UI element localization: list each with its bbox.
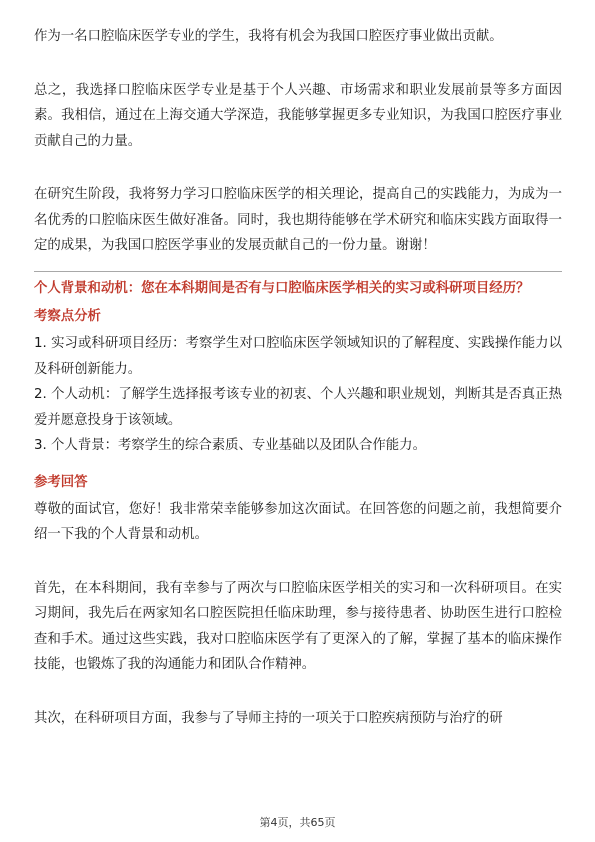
answer-paragraph: 其次，在科研项目方面，我参与了导师主持的一项关于口腔疾病预防与治疗的研: [34, 710, 503, 726]
body-paragraph: 总之，我选择口腔临床医学专业是基于个人兴趣、市场需求和职业发展前景等多方面因素。我相信，通过在上海交通大学深造，我能够掌握更多专业知识，为我国口腔医疗事业贡献自己的力量。: [34, 82, 562, 149]
analysis-item: 2. 个人动机：了解学生选择报考该专业的初衷、个人兴趣和职业规划，判断其是否真正热爱并愿意投身于该领域。: [34, 387, 562, 428]
body-paragraph: 作为一名口腔临床医学专业的学生，我将有机会为我国口腔医疗事业做出贡献。: [34, 29, 503, 44]
page-content: [34, 24, 562, 731]
question-title: 个人背景和动机：您在本科期间是否有与口腔临床医学相关的实习或科研项目经历？: [34, 280, 530, 296]
section-divider: [34, 271, 562, 272]
answer-paragraph: 首先，在本科期间，我有幸参与了两次与口腔临床医学相关的实习和一次科研项目。在实习期间，我先后在两家知名口腔医院担任临床助理，参与接待患者、协助医生进行口腔检查和手术。通过这些实践，我对口腔临床医学有了更深入的了解，掌握了基本的临床操作技能，也锻炼了我的沟通能力和团队合作精神。: [34, 580, 562, 672]
answer-paragraph: 尊敬的面试官，您好！我非常荣幸能够参加这次面试。在回答您的问题之前，我想简要介绍一下我的个人背景和动机。: [34, 501, 562, 542]
page-number: 第4页，共65页: [259, 816, 336, 829]
analysis-item: 3. 个人背景：考察学生的综合素质、专业基础以及团队合作能力。: [34, 438, 426, 453]
analysis-item: 1. 实习或科研项目经历：考察学生对口腔临床医学领域知识的了解程度、实践操作能力以及科研创新能力。: [34, 336, 562, 377]
answer-heading: 参考回答: [34, 474, 88, 490]
body-paragraph: 在研究生阶段，我将努力学习口腔临床医学的相关理论，提高自己的实践能力，为成为一名优秀的口腔临床医生做好准备。同时，我也期待能够在学术研究和临床实践方面取得一定的成果，为我国口腔医学事业的发展贡献自己的一份力量。谢谢！: [34, 187, 562, 253]
analysis-heading: 考察点分析: [34, 309, 101, 324]
